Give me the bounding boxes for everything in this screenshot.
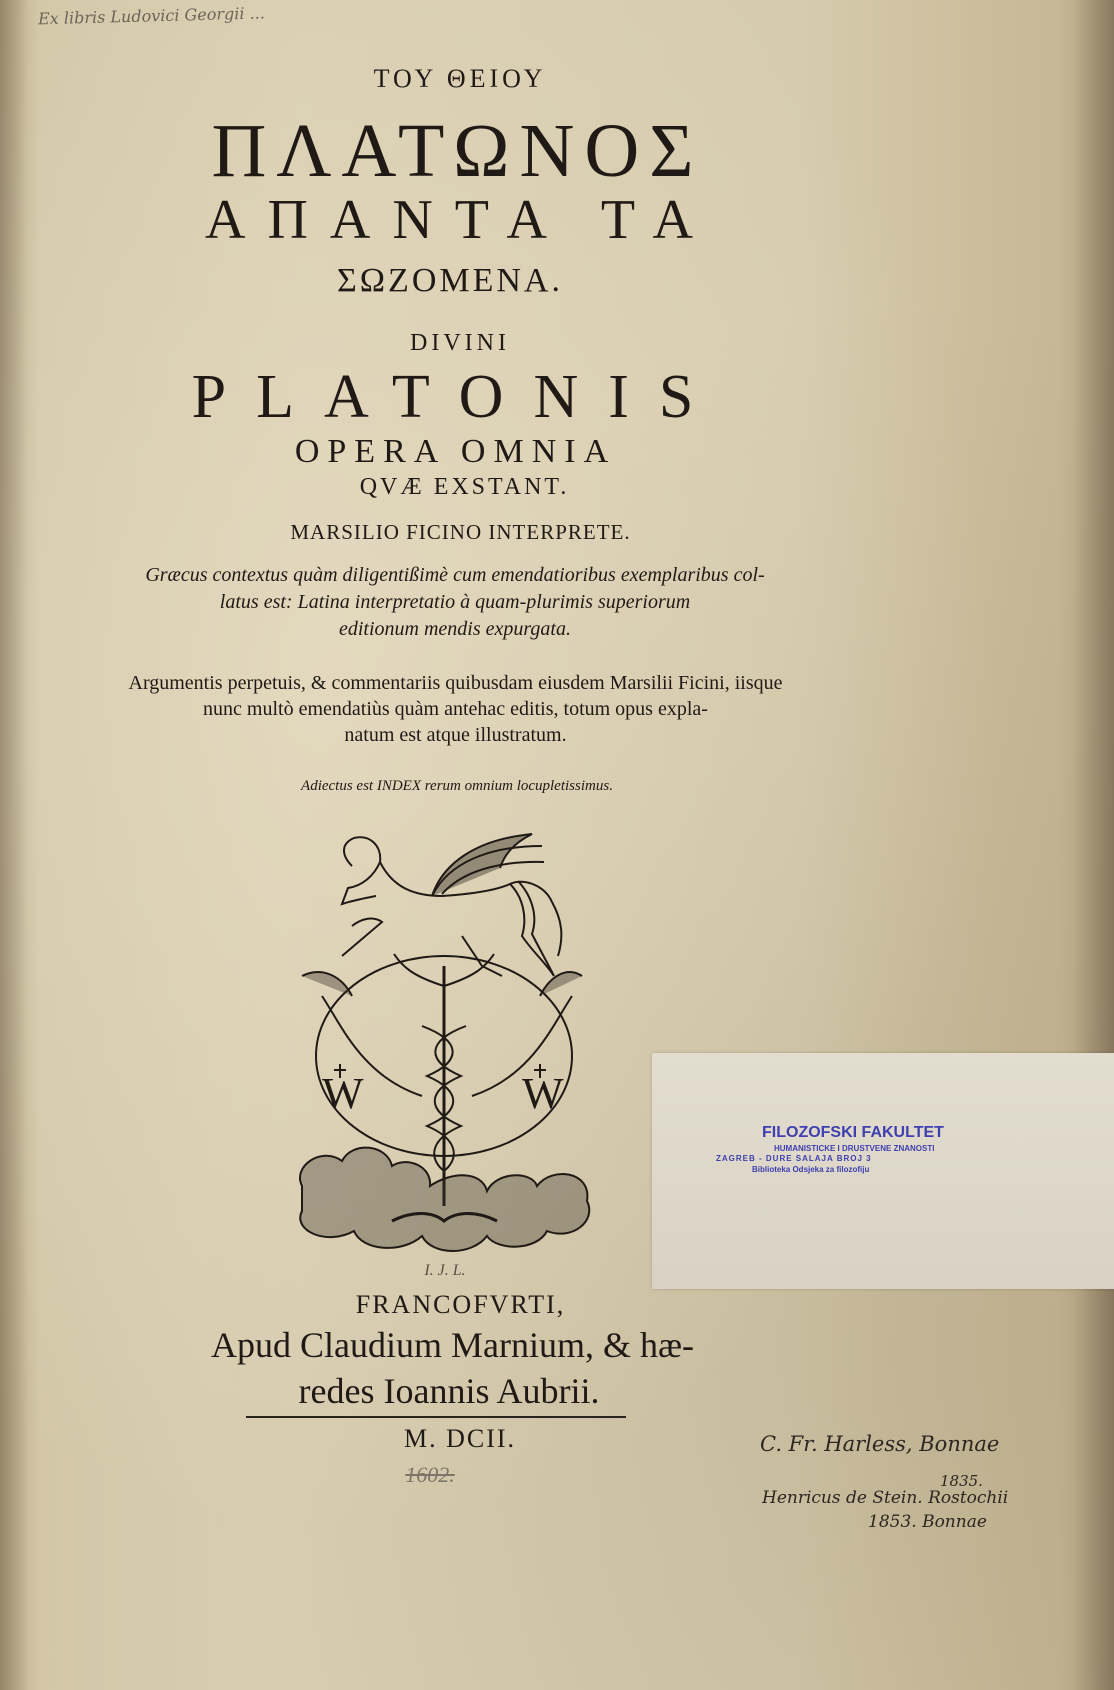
latin-opera-omnia: OPERA OMNIA [294,433,617,470]
imprint-line-2: redes Ioannis Aubrii. [298,1371,600,1411]
provenance-line-1: C. Fr. Harless, Bonnae [760,1432,1000,1456]
latin-quae-exstant: QVÆ EXSTANT. [359,474,570,500]
imprint-place: FRANCOFVRTI, [355,1290,566,1319]
spine-shadow [0,0,28,1690]
provenance-year-1: 1835. [940,1472,983,1490]
provenance-line-2: Henricus de Stein. Rostochii [762,1488,1009,1508]
page-edge-shadow [1074,0,1114,1690]
interpreter-line: MARSILIO FICINO INTERPRETE. [290,520,631,544]
description-roman [78,670,833,748]
latin-divini: DIVINI [410,330,510,356]
description-italic-line: editionum mendis expurgata. [338,618,571,640]
description-italic-line: latus est: Latina interpretatio à quam-plurimis superiorum [219,591,691,613]
latin-title-platonis: PLATONIS [191,363,724,431]
emblem-initials: I. J. L. [424,1262,466,1279]
library-stamp [712,1124,1002,1174]
description-italic [80,562,830,643]
greek-line-1: ΤΟΥ ΘΕΙΟΥ [373,64,547,93]
imprint-line-1: Apud Claudium Marnium, & hæ- [211,1325,694,1365]
greek-line-3: ΑΠΑΝΤΑ ΤΑ [205,189,715,251]
svg-text:W: W [322,1069,364,1118]
description-roman-line: Argumentis perpetuis, & commentariis quibusdam eiusdem Marsilii Ficini, iisque [128,672,783,694]
pegasus-printer-device [282,826,607,1258]
stamp-line-4: Biblioteka Odsjeka za filozofiju [752,1165,870,1174]
imprint-date: M. DCII. [403,1424,517,1453]
svg-text:W: W [522,1069,564,1118]
index-note: Adiectus est INDEX rerum omnium locupletissimus. [301,778,613,794]
description-roman-line: nunc multò emendatiùs quàm antehac editis, totum opus expla- [203,698,708,720]
greek-line-4: ΣΩΖΟΜΕΝΑ. [337,262,563,299]
greek-title-platonos: ΠΛΑΤΩΝΟΣ [211,109,704,193]
pencil-date-note: 1602. [405,1462,455,1487]
description-roman-line: natum est atque illustratum. [344,724,567,746]
stamp-line-1: FILOZOFSKI FAKULTET [762,1124,944,1141]
imprint-rule [246,1416,626,1418]
stamp-line-3: ZAGREB - DURE SALAJA BROJ 3 [716,1154,872,1163]
stamp-line-2: HUMANISTICKE I DRUSTVENE ZNANOSTI [774,1144,935,1153]
provenance-line-3: 1853. Bonnae [868,1512,987,1532]
description-italic-line: Græcus contextus quàm diligentißimè cum emendatioribus exemplaribus col- [145,564,765,586]
header-handwriting: Ex libris Ludovici Georgii ... [37,3,266,29]
